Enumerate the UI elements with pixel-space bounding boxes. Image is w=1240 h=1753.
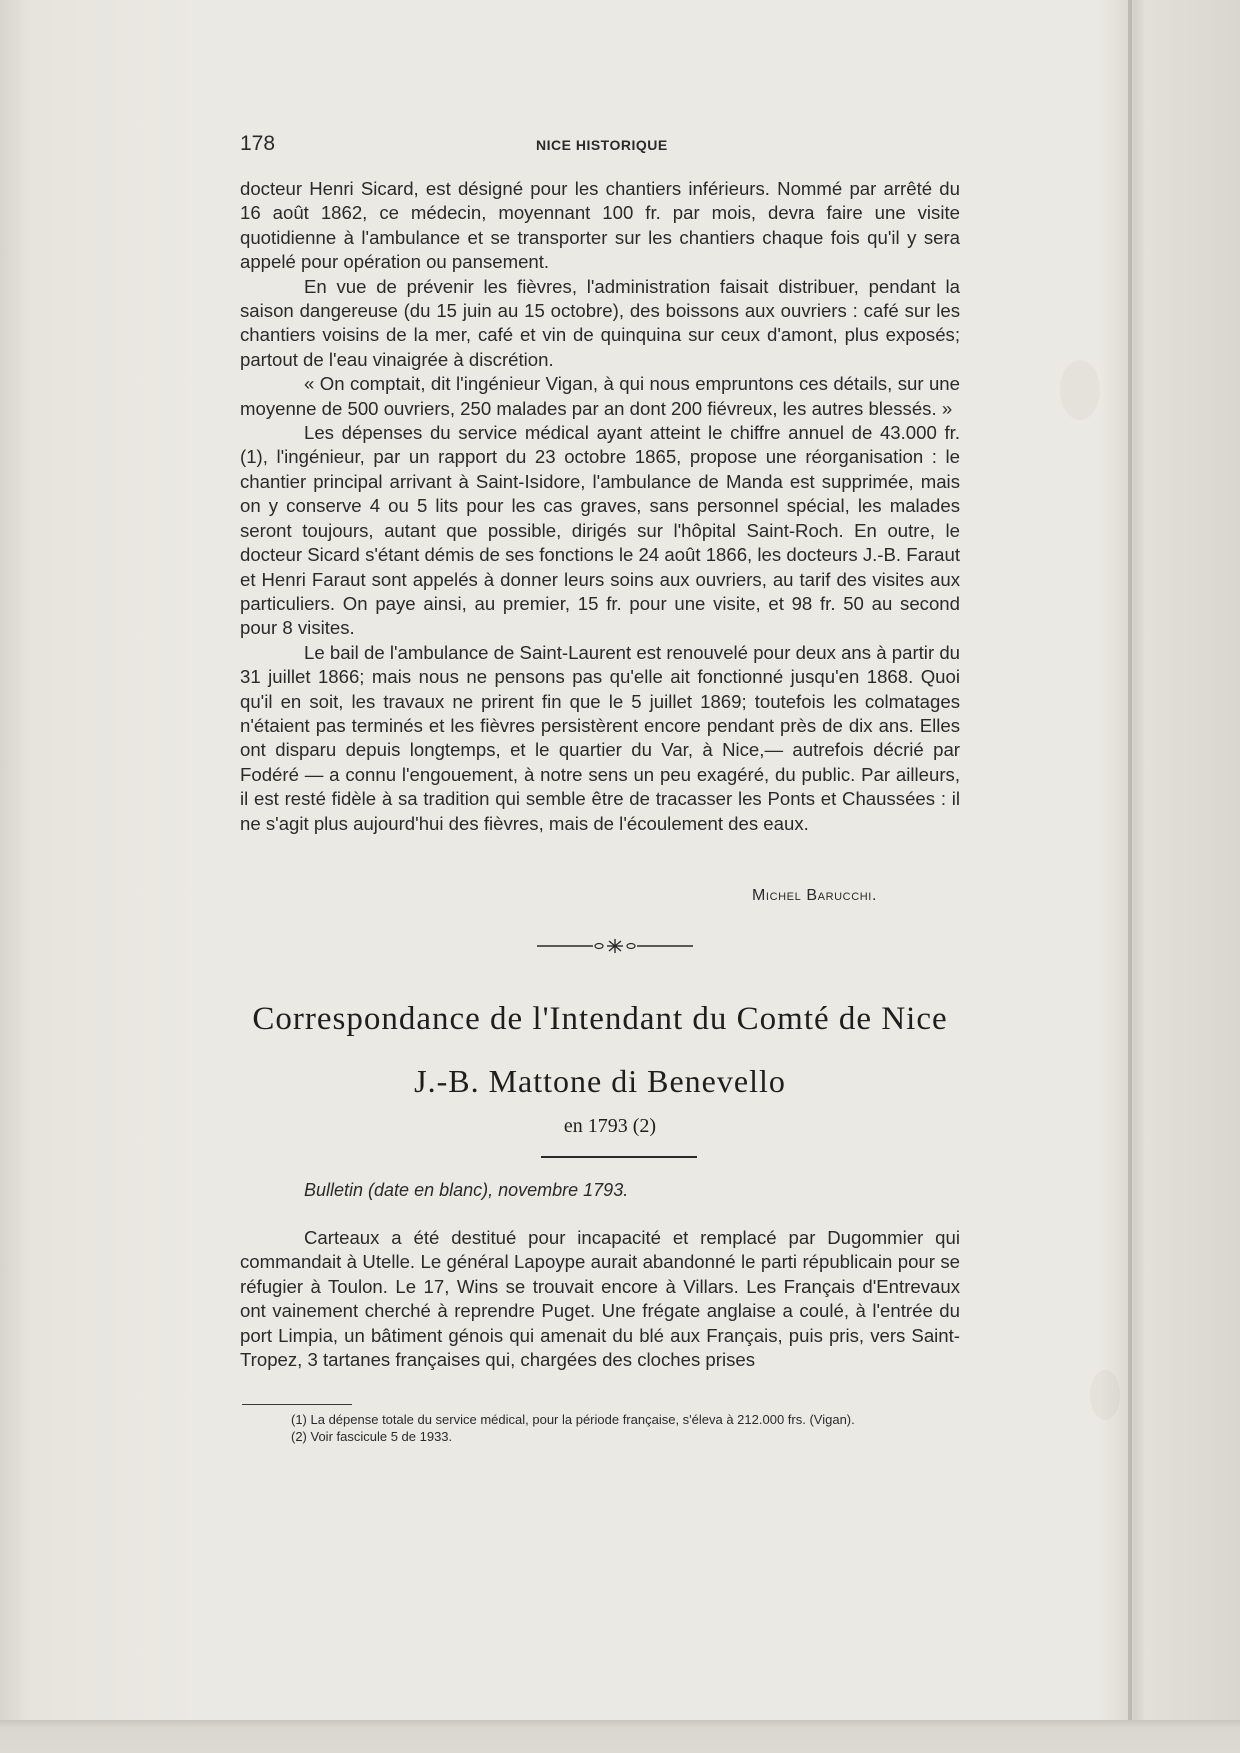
ornament-divider-icon [537, 938, 693, 954]
paragraph: Carteaux a été destitué pour incapacité et remplacé par Dugommier qui commandait à Utelle. Le général Lapoype aurait abandonné le parti républicain pour se réfugier à Toulon. Le 17, Wins se trouvait encore à Villars. Les Français d'Entrevaux ont vainement cherché à reprendre Puget. Une frégate anglaise a coulé, à l'entrée du port Limpia, un bâtiment génois qui amenait du blé aux Français, puis pris, vers Saint-Tropez, 3 tartanes françaises qui, chargées des cloches prises [240, 1227, 960, 1371]
article-end-text [240, 177, 960, 836]
article-subtitle: J.-B. Mattone di Benevello [414, 1063, 786, 1099]
paragraph: « On comptait, dit l'ingénieur Vigan, à qui nous empruntons ces détails, sur une moyenne de 500 ouvriers, 250 malades par an dont 200 fiévreux, les autres blessés. » [240, 373, 960, 419]
new-article-text [240, 1226, 960, 1372]
author-signature: Michel Barucchi. [752, 887, 878, 904]
article-year: en 1793 (2) [563, 1115, 657, 1137]
footnote: (2) Voir fascicule 5 de 1933. [291, 1429, 453, 1444]
bulletin-heading: Bulletin (date en blanc), novembre 1793. [304, 1180, 629, 1200]
paragraph: Le bail de l'ambulance de Saint-Laurent est renouvelé pour deux ans à partir du 31 juillet 1866; mais nous ne pensons pas qu'elle ait fonctionné jusqu'en 1868. Quoi qu'il en soit, les travaux ne prirent fin que le 5 juillet 1869; toutefois les colmatages n'étaient pas terminés et les fièvres persistèrent encore pendant près de dix ans. Elles ont disparu depuis longtemps, et le quartier du Var, à Nice,— autrefois décrié par Fodéré — a connu l'engouement, à notre sens un peu exagéré, du public. Par ailleurs, il est resté fidèle à sa tradition qui semble être de tracasser les Ponts et Chaussées : il ne s'agit plus aujourd'hui des fièvres, mais de l'écoulement des eaux. [240, 641, 960, 834]
paragraph: docteur Henri Sicard, est désigné pour les chantiers inférieurs. Nommé par arrêté du 16 août 1862, ce médecin, moyennant 100 fr. par mois, devra faire une visite quotidienne à l'ambulance et se transporter sur les chantiers chaque fois qu'il y sera appelé pour opération ou pansement. [240, 178, 960, 273]
footnote-rule [242, 1404, 352, 1405]
page-number: 178 [240, 132, 276, 155]
journal-title: NICE HISTORIQUE [536, 137, 668, 153]
title-rule [541, 1156, 697, 1158]
footnotes [291, 1411, 1001, 1445]
section-ornament [537, 938, 693, 954]
footnote: (1) La dépense totale du service médical, pour la période française, s'éleva à 212.000 frs. (Vigan). [291, 1412, 855, 1427]
paragraph: Les dépenses du service médical ayant atteint le chiffre annuel de 43.000 fr. (1), l'ingénieur, par un rapport du 23 octobre 1865, propose une réorganisation : le chantier principal arrivant à Saint-Isidore, l'ambulance de Manda est supprimée, mais on y conserve 4 ou 5 lits pour les cas graves, sans personnel spécial, les malades seront toujours, autant que possible, dirigés sur l'hôpital Saint-Roch. En outre, le docteur Sicard s'étant démis de ses fonctions le 24 août 1866, les docteurs J.-B. Faraut et Henri Faraut sont appelés à donner leurs soins aux ouvriers, au tarif des visites aux particuliers. On paye ainsi, au premier, 15 fr. pour une visite, et 98 fr. 50 au second pour 8 visites. [240, 422, 960, 639]
article-title: Correspondance de l'Intendant du Comté de Nice [252, 1001, 948, 1037]
paragraph: En vue de prévenir les fièvres, l'administration faisait distribuer, pendant la saison dangereuse (du 15 juin au 15 octobre), des boissons aux ouvriers : café sur les chantiers voisins de la mer, café et vin de quinquina sur ceux d'amont, plus exposés; partout de l'eau vinaigrée à discrétion. [240, 275, 960, 370]
running-head [240, 132, 960, 156]
